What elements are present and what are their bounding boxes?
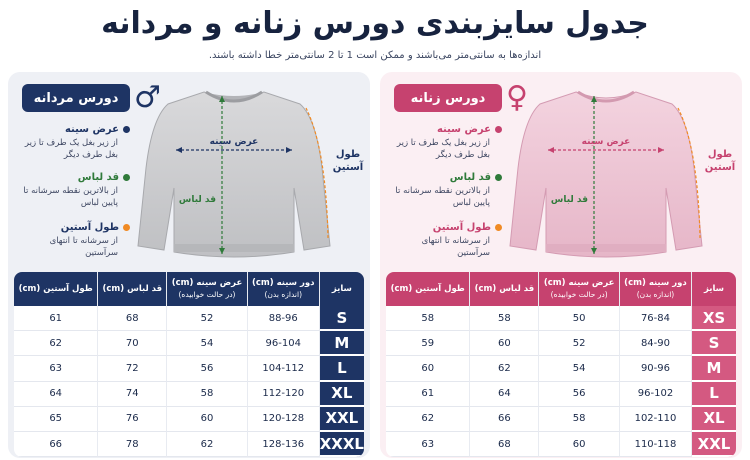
- table-cell: 60: [386, 356, 470, 381]
- table-row: [386, 407, 736, 432]
- bullet-icon: [495, 224, 502, 231]
- table-cell: 62: [470, 356, 539, 381]
- header-sleeve: طول آستین (cm): [14, 272, 98, 306]
- size-cell: L: [692, 382, 736, 407]
- legend-desc: از بالاترین نقطه سرشانه تا پایین لباس: [395, 186, 490, 208]
- table-cell: 90-96: [620, 356, 692, 381]
- header-length: قد لباس (cm): [98, 272, 167, 306]
- table-cell: 72: [98, 356, 167, 381]
- men-panel: [8, 72, 370, 458]
- table-cell: 62: [14, 331, 98, 356]
- table-row: [386, 382, 736, 407]
- men-badge: دورس مردانه: [22, 84, 130, 112]
- table-cell: 104-112: [248, 356, 320, 381]
- table-cell: 66: [470, 407, 539, 432]
- women-sweater-image: [506, 78, 706, 268]
- bullet-icon: [123, 126, 130, 133]
- size-cell: XXXL: [320, 432, 364, 457]
- table-cell: 64: [14, 382, 98, 407]
- table-cell: 58: [386, 306, 470, 331]
- table-cell: 76: [98, 407, 167, 432]
- table-cell: 59: [386, 331, 470, 356]
- header-chest: عرض سینه (cm) (در حالت خوابیده): [167, 272, 248, 306]
- page-title: جدول سایزبندی دورس زنانه و مردانه: [101, 6, 649, 41]
- table-cell: 63: [386, 432, 470, 457]
- size-cell: S: [320, 306, 364, 331]
- header-chest: عرض سینه (cm) (در حالت خوابیده): [539, 272, 620, 306]
- table-cell: 62: [167, 432, 248, 457]
- table-row: [14, 382, 364, 407]
- header-size: سایز: [320, 272, 364, 306]
- table-cell: 58: [167, 382, 248, 407]
- header-sleeve: طول آستین (cm): [386, 272, 470, 306]
- legend-sleeve: [394, 222, 502, 259]
- table-cell: 76-84: [620, 306, 692, 331]
- size-cell: L: [320, 356, 364, 381]
- table-row: [386, 306, 736, 331]
- table-cell: 63: [14, 356, 98, 381]
- table-cell: 52: [539, 331, 620, 356]
- male-icon: ♂: [134, 80, 161, 115]
- women-size-table: [386, 272, 736, 457]
- size-cell: M: [692, 356, 736, 381]
- table-row: [14, 407, 364, 432]
- bullet-icon: [495, 126, 502, 133]
- table-cell: 78: [98, 432, 167, 457]
- table-cell: 60: [167, 407, 248, 432]
- table-cell: 74: [98, 382, 167, 407]
- table-cell: 102-110: [620, 407, 692, 432]
- sleeve-label: طول آستین: [704, 149, 736, 173]
- header-size: سایز: [692, 272, 736, 306]
- size-cell: XXL: [320, 407, 364, 432]
- table-cell: 60: [539, 432, 620, 457]
- legend-length: [394, 172, 502, 209]
- table-cell: 54: [539, 356, 620, 381]
- table-cell: 66: [14, 432, 98, 457]
- size-cell: XS: [692, 306, 736, 331]
- table-row: [14, 306, 364, 331]
- legend-desc: از سرشانه تا انتهای سرآستین: [421, 236, 490, 258]
- table-cell: 61: [386, 382, 470, 407]
- bullet-icon: [495, 174, 502, 181]
- bullet-icon: [123, 174, 130, 181]
- chest-label: عرض سینه: [209, 137, 259, 147]
- bullet-icon: [123, 224, 130, 231]
- header-waist: دور سینه (cm) (اندازه بدن): [248, 272, 320, 306]
- men-size-table: [14, 272, 364, 457]
- page-subtitle: اندازه‌ها به سانتی‌متر می‌باشند و ممکن است 1 تا 2 سانتی‌متر خطا داشته باشند.: [208, 50, 542, 61]
- table-row: [14, 331, 364, 356]
- table-cell: 65: [14, 407, 98, 432]
- legend-length: [22, 172, 130, 209]
- size-cell: XL: [320, 382, 364, 407]
- table-cell: 61: [14, 306, 98, 331]
- legend-sleeve: [22, 222, 130, 259]
- legend-title: قد لباس: [77, 172, 119, 183]
- size-cell: XXL: [692, 432, 736, 457]
- table-cell: 96-104: [248, 331, 320, 356]
- chest-label: عرض سینه: [581, 137, 631, 147]
- table-cell: 112-120: [248, 382, 320, 407]
- table-cell: 62: [386, 407, 470, 432]
- legend-desc: از زیر بغل یک طرف تا زیر بغل طرف دیگر: [24, 138, 118, 160]
- table-cell: 96-102: [620, 382, 692, 407]
- legend-title: عرض سینه: [64, 124, 119, 135]
- table-cell: 58: [470, 306, 539, 331]
- table-cell: 60: [470, 331, 539, 356]
- table-cell: 84-90: [620, 331, 692, 356]
- size-cell: M: [320, 331, 364, 356]
- table-cell: 120-128: [248, 407, 320, 432]
- legend-chest: [394, 124, 502, 161]
- legend-desc: از بالاترین نقطه سرشانه تا پایین لباس: [23, 186, 118, 208]
- legend-title: طول آستین: [432, 222, 491, 233]
- table-cell: 70: [98, 331, 167, 356]
- women-panel: [380, 72, 742, 458]
- table-cell: 58: [539, 407, 620, 432]
- size-cell: XL: [692, 407, 736, 432]
- female-icon: ♀: [506, 80, 528, 115]
- table-cell: 128-136: [248, 432, 320, 457]
- table-row: [14, 356, 364, 381]
- table-cell: 64: [470, 382, 539, 407]
- table-row: [386, 356, 736, 381]
- legend-title: قد لباس: [449, 172, 491, 183]
- legend-title: عرض سینه: [436, 124, 491, 135]
- table-cell: 50: [539, 306, 620, 331]
- size-cell: S: [692, 331, 736, 356]
- legend-desc: از سرشانه تا انتهای سرآستین: [49, 236, 118, 258]
- table-cell: 52: [167, 306, 248, 331]
- men-sweater-image: [134, 78, 334, 268]
- women-badge: دورس زنانه: [394, 84, 502, 112]
- legend-desc: از زیر بغل یک طرف تا زیر بغل طرف دیگر: [396, 138, 490, 160]
- table-cell: 110-118: [620, 432, 692, 457]
- table-row: [386, 331, 736, 356]
- table-row: [14, 432, 364, 457]
- legend-chest: [22, 124, 130, 161]
- table-cell: 56: [167, 356, 248, 381]
- table-row: [386, 432, 736, 457]
- length-label: قد لباس: [550, 195, 588, 205]
- table-cell: 54: [167, 331, 248, 356]
- length-label: قد لباس: [178, 195, 216, 205]
- table-cell: 56: [539, 382, 620, 407]
- header-waist: دور سینه (cm) (اندازه بدن): [620, 272, 692, 306]
- table-cell: 68: [98, 306, 167, 331]
- sleeve-label: طول آستین: [332, 149, 364, 173]
- header-length: قد لباس (cm): [470, 272, 539, 306]
- legend-title: طول آستین: [60, 222, 119, 233]
- table-cell: 88-96: [248, 306, 320, 331]
- table-cell: 68: [470, 432, 539, 457]
